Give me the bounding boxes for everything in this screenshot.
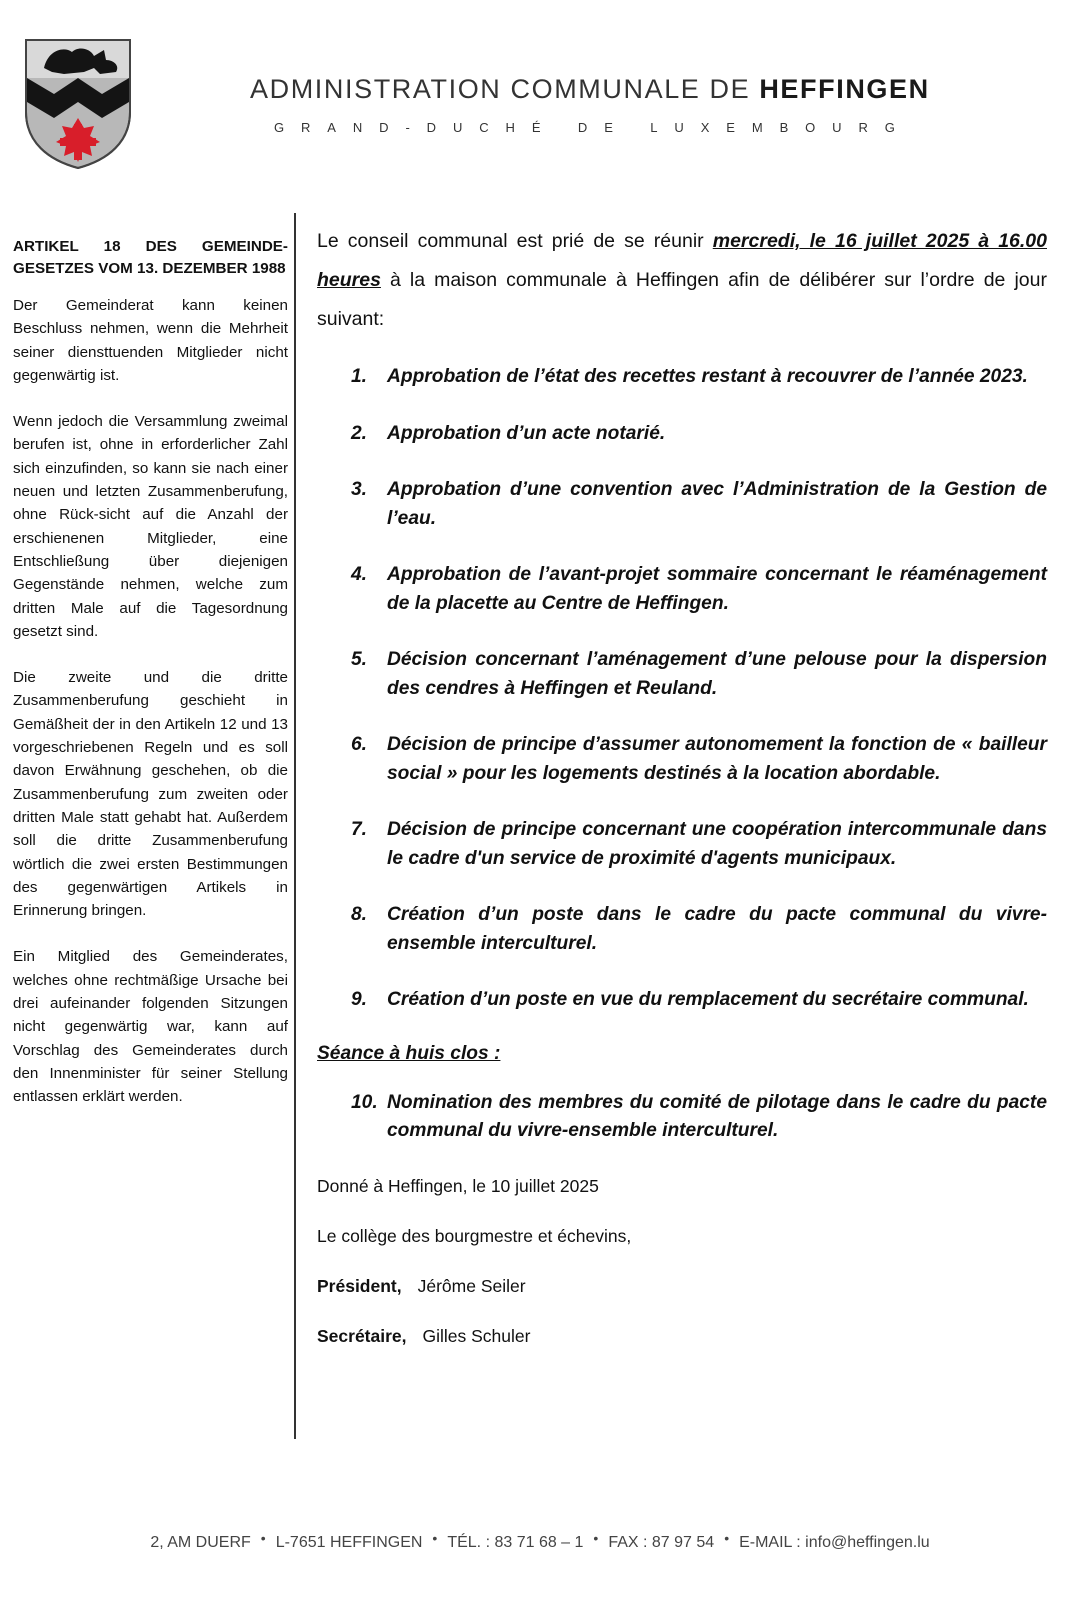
article-18-sidebar (13, 236, 288, 1132)
agenda-item: 3. Approbation d’une convention avec l’Administration de la Gestion de l’eau. (351, 479, 1047, 529)
secretary-signature: Secrétaire, Gilles Schuler (317, 1325, 531, 1346)
agenda-item: 7. Décision de principe concernant une coopération intercommunale dans le cadre d'un service de proximité d'agents municipaux. (351, 819, 1047, 869)
closed-session-heading: Séance à huis clos : (317, 1042, 501, 1064)
agenda-list (317, 363, 1047, 1015)
agenda-item: 10. Nomination des membres du comité de pilotage dans le cadre du pacte communal du vivre-ensemble interculturel. (351, 1091, 1047, 1141)
sidebar-paragraph: Wenn jedoch die Versammlung zweimal berufen ist, ohne in erforderlicher Zahl sich einzufinden, so kann sie nach einer neuen und letzten Zusammenberufung, ohne Rück-sicht auf die Anzahl der erschienenen Mitglieder, eine Entschließung über diejenigen Gegenstände nehmen, welche zum dritten Male auf die Tagesordnung gesetzt sind. (13, 413, 288, 640)
letterhead-subtitle: GRAND-DUCHÉ DE LUXEMBOURG (274, 120, 912, 135)
bullet-icon: • (724, 1530, 730, 1546)
letterhead-title: ADMINISTRATION COMMUNALE DE HEFFINGEN (250, 74, 930, 104)
sidebar-paragraph: Die zweite und die dritte Zusammenberufung geschieht in Gemäßheit der in den Artikeln 12 und 13 vorgeschriebenen Regeln und es soll davon Erwähnung geschehen, ob die Zusammenberufung zum zweiten oder dritten Male statt gehabt hat. Außerdem soll die dritte Zusammenberufung wörtlich die zwei ersten Bestimmungen des gegenwärtigen Artikels in Erinnerung bringen. (13, 669, 288, 920)
footer-email: E-MAIL : info@heffingen.lu (739, 1534, 930, 1551)
footer-fax: FAX : 87 97 54 (608, 1534, 715, 1551)
convocation-body (317, 222, 1047, 1348)
agenda-item: 5. Décision concernant l’aménagement d’une pelouse pour la dispersion des cendres à Heffingen et Reuland. (351, 649, 1047, 699)
letterhead-footer (0, 1530, 1080, 1552)
college-line: Le collège des bourgmestre et échevins, (317, 1225, 632, 1246)
agenda-item: 6. Décision de principe d’assumer autonomement la fonction de « bailleur social » pour les logements destinés à la location abordable. (351, 734, 1047, 784)
president-signature: Président, Jérôme Seiler (317, 1275, 526, 1296)
closed-agenda-list (317, 1089, 1047, 1146)
given-date-line: Donné à Heffingen, le 10 juillet 2025 (317, 1175, 599, 1196)
sidebar-heading: ARTIKEL 18 DES GEMEINDE-GESETZES VOM 13. DEZEMBER 1988 (13, 238, 288, 277)
footer-postal: L-7651 HEFFINGEN (275, 1534, 423, 1551)
agenda-item: 2. Approbation d’un acte notarié. (351, 422, 666, 444)
footer-address: 2, AM DUERF (150, 1534, 251, 1551)
intro-paragraph: Le conseil communal est prié de se réunir mercredi, le 16 juillet 2025 à 16.00 heures à la maison communale à Heffingen afin de délibérer sur l’ordre de jour suivant: (317, 230, 1047, 330)
column-divider (294, 213, 296, 1439)
agenda-item: 1. Approbation de l’état des recettes restant à recouvrer de l’année 2023. (351, 366, 1028, 387)
sidebar-paragraph: Der Gemeinderat kann keinen Beschluss nehmen, wenn die Mehrheit seiner diensttuenden Mitglieder nicht gegenwärtig ist. (13, 297, 288, 384)
coat-of-arms-icon (24, 38, 132, 170)
agenda-item: 9. Création d’un poste en vue du remplacement du secrétaire communal. (351, 989, 1029, 1010)
footer-phone: TÉL. : 83 71 68 – 1 (447, 1534, 584, 1551)
bullet-icon: • (593, 1530, 599, 1546)
bullet-icon: • (432, 1530, 438, 1546)
meeting-date: mercredi, le 16 juillet 2025 à 16.00 heures (317, 230, 1047, 291)
sidebar-paragraph: Ein Mitglied des Gemeinderates, welches ohne rechtmäßige Ursache bei drei aufeinander folgenden Sitzungen nicht gegenwärtig war, kann auf Vorschlag des Gemeinderates durch den Innenminister für seiner Stellung entlassen erklärt werden. (13, 948, 288, 1106)
agenda-item: 4. Approbation de l’avant-projet sommaire concernant le réaménagement de la placette au Centre de Heffingen. (351, 564, 1047, 614)
bullet-icon: • (260, 1530, 266, 1546)
agenda-item: 8. Création d’un poste dans le cadre du pacte communal du vivre-ensemble interculturel. (351, 904, 1047, 954)
